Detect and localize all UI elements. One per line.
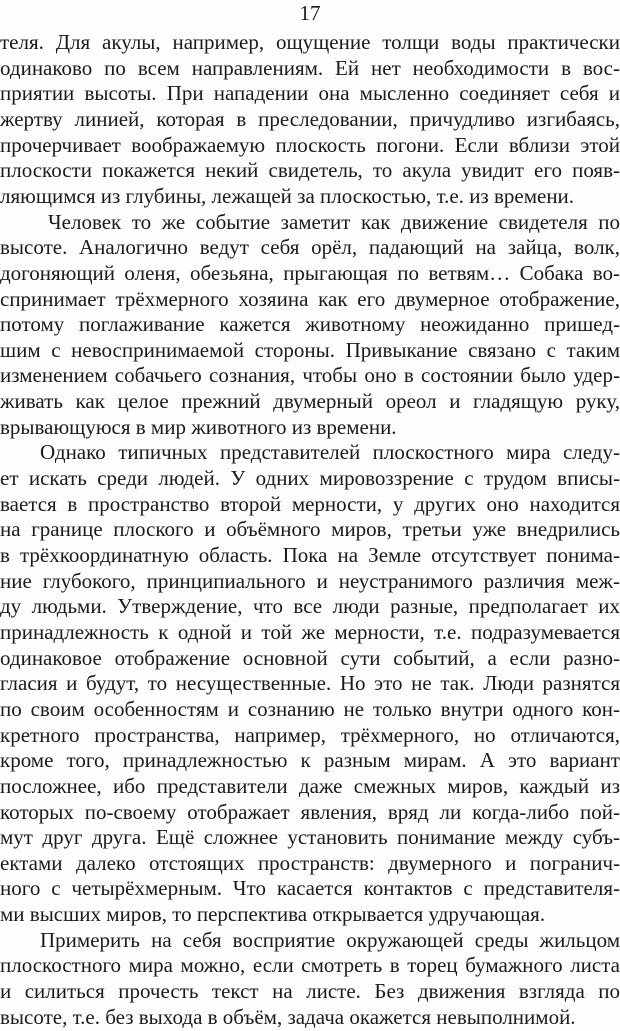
text-line: плоскостного мира можно, если смотреть в торец бумажного листа — [0, 953, 620, 978]
text-line: ектами далеко отстоящих пространств: двумерного и погранич- — [0, 850, 620, 875]
text-line: ляющимся из глубины, лежащей за плоскостью, т.е. из времени. — [0, 183, 575, 208]
text-line: которых по-своему отображает явления, вряд ли когда-либо пой- — [0, 799, 620, 824]
text-line: гласия и будут, то несущественные. Но это не так. Люди разнятся — [0, 671, 620, 696]
text-line: высоте. Аналогично ведут себя орёл, падающий на зайца, волк, — [0, 235, 620, 260]
text-line: высоте, т.е. без выхода в объём, задача окажется невыполнимой. — [0, 1004, 576, 1029]
text-line: жертву линией, которая в преследовании, причудливо изгибаясь, — [0, 106, 620, 131]
text-line: ду людьми. Утверждение, что все люди разные, предполагает их — [0, 594, 620, 619]
text-line: кретного пространства, например, трёхмерного, но отличаются, — [0, 722, 620, 747]
text-line: и силиться прочесть текст на листе. Без движения взгляда по — [0, 979, 620, 1003]
text-line: изменением собачьего сознания, чтобы оно в состоянии было удер- — [0, 363, 620, 388]
text-line: кроме того, принадлежностью к разным мирам. А это вариант — [0, 748, 620, 773]
text-line: Человек то же событие заметит как движение свидетеля по — [48, 209, 620, 234]
text-line: ми высших миров, то перспектива открывается удручающая. — [0, 902, 546, 927]
text-line: приятии высоты. При нападении она мысленно соединяет себя и — [0, 81, 620, 106]
text-line: ние глубокого, принципиального и неустранимого различия меж- — [0, 568, 620, 593]
text-line: догоняющий оленя, обезьяна, прыгающая по ветвям… Собака во- — [0, 260, 620, 285]
text-line: одинаково по всем направлениям. Ей нет необходимости в вос- — [0, 55, 620, 80]
text-line: одинаковое отображение основной сути событий, а если разно- — [0, 645, 620, 670]
text-line: плоскости покажется некий свидетель, то акула увидит его появ- — [0, 158, 620, 183]
text-line: вается в пространство второй мерности, у других оно находится — [0, 491, 620, 516]
text-line: на границе плоского и объёмного миров, третьи уже внедрились — [0, 517, 620, 542]
text-line: шим с невоспринимаемой стороны. Привыкание связано с таким — [0, 337, 620, 362]
text-line: врывающуюся в мир животного из времени. — [0, 414, 397, 439]
text-line: ного с четырёхмерным. Что касается контактов с представителя- — [0, 876, 620, 901]
text-line: живать как целое прежний двумерный ореол и гладящую руку, — [0, 389, 620, 414]
text-line: посложнее, ибо представители даже смежных миров, каждый из — [0, 773, 620, 798]
text-line: теля. Для акулы, например, ощущение толщи воды практически — [0, 30, 620, 54]
text-line: Однако типичных представителей плоскостного мира следу- — [40, 440, 620, 465]
text-line: спринимает трёхмерного хозяина как его двумерное отображение, — [0, 286, 620, 311]
text-line: в трёхкоординатную область. Пока на Земле отсутствует понима- — [0, 543, 620, 567]
page-number: 17 — [299, 1, 321, 25]
text-line: принадлежность к одной и той же мерности, т.е. подразумевается — [0, 619, 620, 644]
text-line: потому поглаживание кажется животному неожиданно пришед- — [0, 312, 620, 337]
text-line: по своим особенностям и сознанию не только внутри одного кон- — [0, 696, 620, 721]
text-line: мут друг друга. Ещё сложнее установить понимание между субъ- — [0, 825, 620, 850]
text-line: прочерчивает воображаемую плоскость погони. Если вблизи этой — [0, 132, 620, 157]
text-line: Примерить на себя восприятие окружающей среды жильцом — [40, 927, 620, 952]
text-line: ет искать среди людей. У одних мировоззрение с трудом вписы- — [0, 466, 620, 490]
